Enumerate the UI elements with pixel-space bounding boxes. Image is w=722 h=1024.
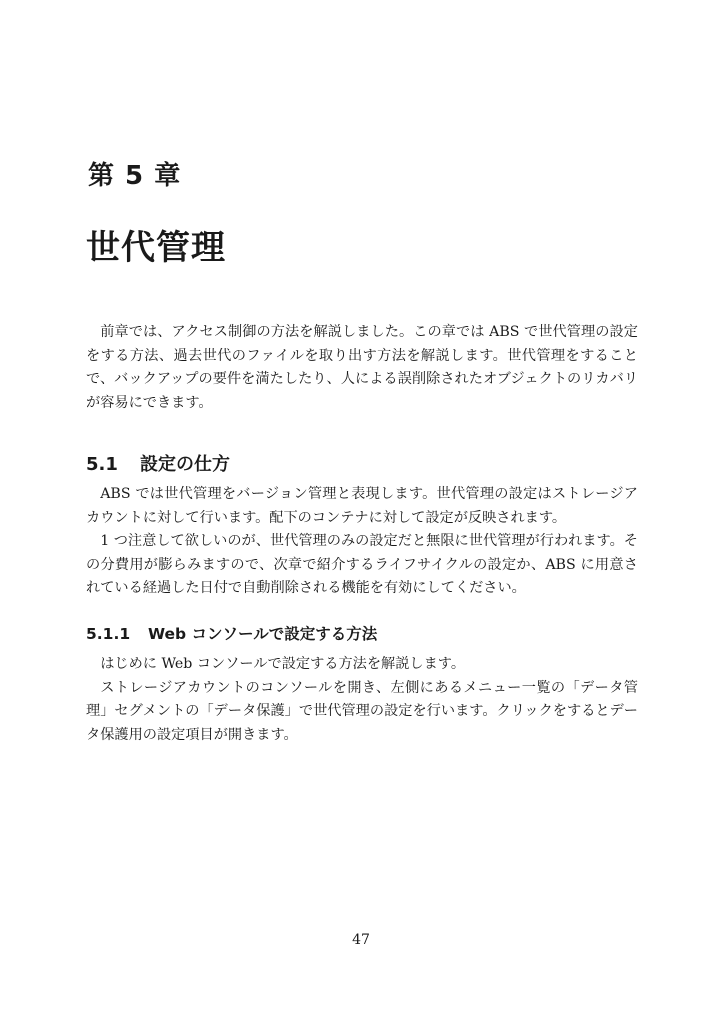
intro-text: 前章では、アクセス制御の方法を解説しました。この章では ABS で世代管理の設定をする方法、過去世代のファイルを取り出す方法を解説します。世代管理をすることで、バックアップの要件を満たしたり、人による誤削除されたオブジェクトのリカバリが容易にできます。	[86, 324, 638, 411]
paragraph: ストレージアカウントのコンソールを開き、左側にあるメニュー一覧の「データ管理」セグメントの「データ保護」で世代管理の設定を行います。クリックをするとデータ保護用の設定項目が開きます。	[86, 679, 638, 743]
chapter-number: 第 5 章	[88, 161, 182, 191]
subsection-number: 5.1.1	[86, 625, 131, 643]
section-title: 設定の仕方	[140, 454, 230, 475]
intro-paragraph	[86, 321, 638, 415]
paragraph: はじめに Web コンソールで設定する方法を解説します。	[100, 656, 466, 672]
paragraph: ABS では世代管理をバージョン管理と表現します。世代管理の設定はストレージアカウントに対して行います。配下のコンテナに対して設定が反映されます。	[86, 486, 638, 526]
section-5-1-body	[86, 483, 638, 601]
page-number: 47	[352, 932, 370, 948]
section-5-1-1-body	[86, 653, 638, 747]
section-number: 5.1	[86, 454, 118, 475]
section-heading-5-1-1	[86, 622, 377, 644]
subsection-title: Web コンソールで設定する方法	[148, 625, 378, 643]
section-heading-5-1	[86, 450, 230, 476]
chapter-title: 世代管理	[86, 228, 226, 268]
paragraph: 1 つ注意して欲しいのが、世代管理のみの設定だと無限に世代管理が行われます。その分費用が膨らみますので、次章で紹介するライフサイクルの設定か、ABS に用意されている経過した日付で自動削除される機能を有効にしてください。	[86, 533, 638, 596]
